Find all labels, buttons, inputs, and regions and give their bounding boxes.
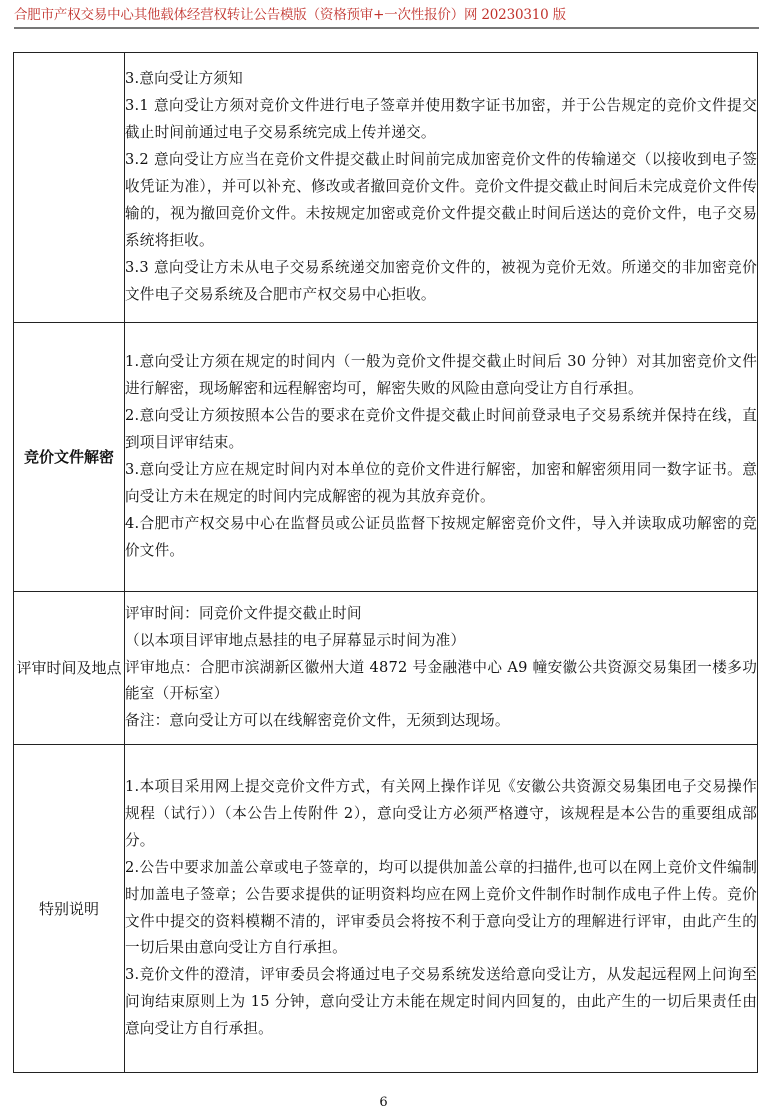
table-row-review-time-place (14, 592, 758, 745)
paragraph: 3.2 意向受让方应当在竞价文件提交截止时间前完成加密竞价文件的传输递交（以接收到电子签收凭证为准），并可以补充、修改或者撤回竞价文件。竞价文件提交截止时间后未完成竞价文件传输的，视为撤回竞价文件。未按规定加密或竞价文件提交截止时间后送达的竞价文件，电子交易系统将拒收。 (125, 151, 757, 249)
row-label-review-time-place: 评审时间及地点 (14, 592, 125, 745)
page-number: 6 (379, 1095, 388, 1110)
notice-table (13, 52, 758, 1073)
paragraph: 评审时间：同竞价文件提交截止时间 (125, 604, 362, 622)
row-label-bid-decryption: 竞价文件解密 (14, 323, 125, 592)
row-content-bidder-notice (125, 53, 758, 323)
paragraph: 备注：意向受让方可以在线解密竞价文件，无须到达现场。 (125, 712, 510, 730)
header-divider (14, 27, 759, 29)
row-content-review-time-place (125, 592, 758, 745)
row-label-special-notes: 特别说明 (14, 745, 125, 1073)
table-row-bid-decryption (14, 323, 758, 592)
paragraph: 评审地点：合肥市滨湖新区徽州大道 4872 号金融港中心 A9 幢安徽公共资源交易集团一楼多功能室（开标室） (125, 658, 757, 703)
table-row-special-notes (14, 745, 758, 1073)
paragraph: （以本项目评审地点悬挂的电子屏幕显示时间为准） (125, 631, 466, 649)
paragraph: 3.意向受让方应在规定时间内对本单位的竞价文件进行解密，加密和解密须用同一数字证书。意向受让方未在规定的时间内完成解密的视为其放弃竞价。 (125, 461, 757, 505)
row-content-bid-decryption (125, 323, 758, 592)
paragraph: 2.意向受让方须按照本公告的要求在竞价文件提交截止时间前登录电子交易系统并保持在线，直到项目评审结束。 (125, 407, 757, 452)
paragraph: 2.公告中要求加盖公章或电子签章的，均可以提供加盖公章的扫描件,也可以在网上竞价文件编制时加盖电子签章；公告要求提供的证明资料均应在网上竞价文件制作时制作成电子件上传。竞价文件中提交的资料模糊不清的，评审委员会将按不利于意向受让方的理解进行评审，由此产生的一切后果由意向受让方自行承担。 (125, 858, 757, 957)
table-row-bidder-notice (14, 53, 758, 323)
paragraph: 1.意向受让方须在规定的时间内（一般为竞价文件提交截止时间后 30 分钟）对其加密竞价文件进行解密，现场解密和远程解密均可，解密失败的风险由意向受让方自行承担。 (125, 353, 757, 398)
document-header-title: 合肥市产权交易中心其他载体经营权转让公告模版（资格预审+一次性报价）网 20230310 版 (14, 7, 566, 23)
row-label-empty (14, 53, 125, 323)
paragraph: 3.意向受让方须知 (125, 70, 243, 88)
row-content-special-notes (125, 745, 758, 1073)
paragraph: 4.合肥市产权交易中心在监督员或公证员监督下按规定解密竞价文件，导入并读取成功解密的竞价文件。 (125, 514, 757, 559)
paragraph: 1.本项目采用网上提交竞价文件方式，有关网上操作详见《安徽公共资源交易集团电子交易操作规程（试行））（本公告上传附件 2），意向受让方必须严格遵守，该规程是本公告的重要组成部分。 (125, 777, 757, 849)
paragraph: 3.竞价文件的澄清，评审委员会将通过电子交易系统发送给意向受让方，从发起远程网上问询至问询结束原则上为 15 分钟，意向受让方未能在规定时间内回复的，由此产生的一切后果责任由意向受让方自行承担。 (125, 966, 757, 1038)
paragraph: 3.1 意向受让方须对竞价文件进行电子签章并使用数字证书加密，并于公告规定的竞价文件提交截止时间前通过电子交易系统完成上传并递交。 (125, 97, 757, 142)
paragraph: 3.3 意向受让方未从电子交易系统递交加密竞价文件的，被视为竞价无效。所递交的非加密竞价文件电子交易系统及合肥市产权交易中心拒收。 (125, 258, 757, 303)
